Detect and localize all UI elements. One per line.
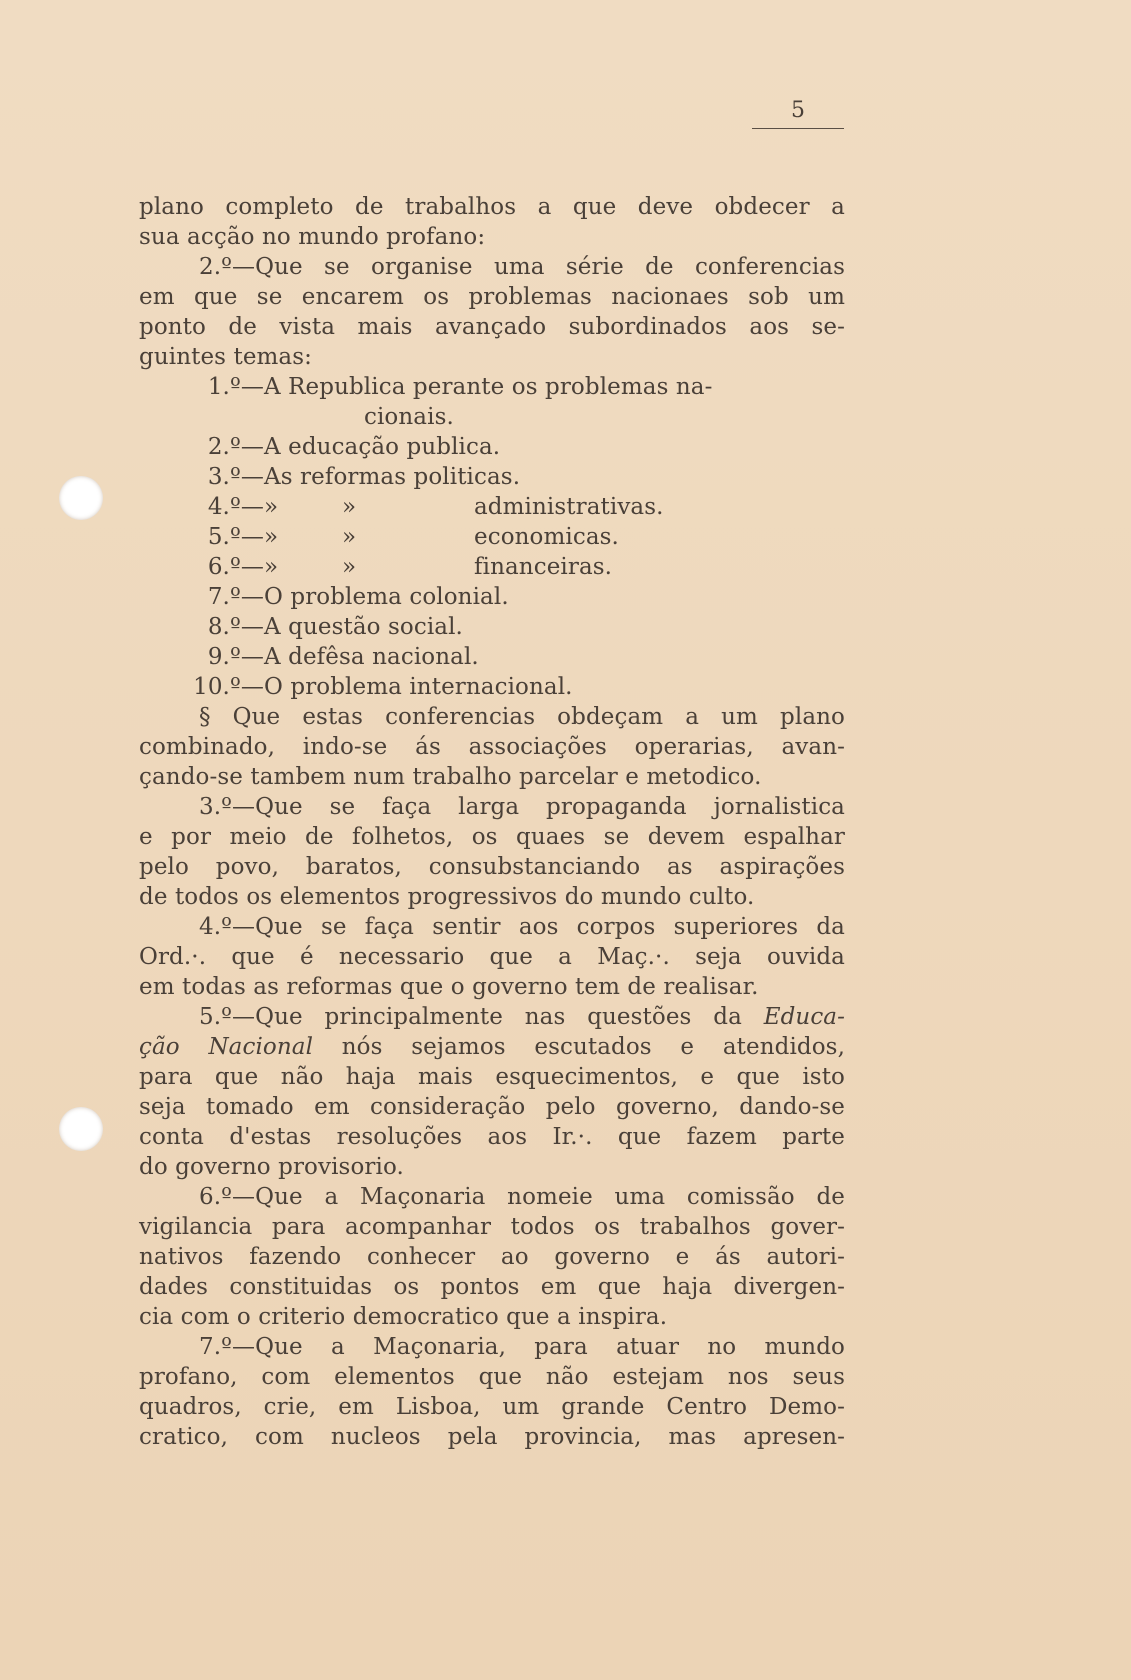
item-5-paragraph [139, 1002, 845, 1182]
text-line: Ord.·. que é necessario que a Maç.·. seja ouvida [139, 944, 845, 970]
text-line [139, 1002, 845, 1032]
text-line: combinado, indo-se ás associações operarias, avan- [139, 734, 845, 760]
theme-number: 5.º— [207, 524, 264, 550]
text-line: para que não haja mais esquecimentos, e que isto [139, 1064, 845, 1090]
text-line: cia com o criterio democratico que a inspira. [139, 1304, 668, 1330]
text-line: plano completo de trabalhos a que deve obdecer a [139, 194, 845, 220]
italic-run: ção Nacional [139, 1034, 314, 1060]
text-line: dades constituidas os pontos em que haja divergen- [139, 1274, 845, 1300]
text-line: profano, com elementos que não estejam nos seus [139, 1364, 845, 1390]
theme-item [139, 522, 845, 552]
text-line: em todas as reformas que o governo tem de realisar. [139, 974, 759, 1000]
ditto-mark: » [264, 524, 279, 550]
ditto-mark: » [342, 494, 357, 520]
text-line: do governo provisorio. [139, 1154, 404, 1180]
intro-paragraph [139, 192, 845, 252]
item-7-paragraph [139, 1332, 845, 1452]
theme-text-continuation: cionais. [364, 404, 454, 430]
theme-text: administrativas. [474, 494, 664, 520]
text-line: 6.º—Que a Maçonaria nomeie uma comissão de [199, 1184, 845, 1210]
text-line: cratico, com nucleos pela provincia, mas apresen- [139, 1424, 845, 1450]
theme-item [139, 372, 845, 432]
text-line: conta d'estas resoluções aos Ir.·. que fazem parte [139, 1124, 845, 1150]
theme-item [139, 672, 845, 702]
text-line: de todos os elementos progressivos do mundo culto. [139, 884, 755, 910]
ditto-mark: » [342, 554, 357, 580]
text-line: vigilancia para acompanhar todos os trabalhos gover- [139, 1214, 845, 1240]
text-line: e por meio de folhetos, os quaes se devem espalhar [139, 824, 845, 850]
text-line: 2.º—Que se organise uma série de conferencias [199, 254, 845, 280]
italic-run: Educa- [763, 1004, 845, 1030]
text-run: 5.º—Que principalmente nas questões da [199, 1004, 764, 1030]
themes-list [139, 372, 845, 702]
text-line: seja tomado em consideração pelo governo, dando-se [139, 1094, 845, 1120]
text-run: nós sejamos escutados e atendidos, [313, 1034, 845, 1060]
page-body [139, 192, 845, 1452]
text-line: sua acção no mundo profano: [139, 224, 486, 250]
text-line: çando-se tambem num trabalho parcelar e metodico. [139, 764, 762, 790]
theme-number: 10.º— [193, 674, 264, 700]
theme-number: 2.º— [207, 434, 264, 460]
theme-item [139, 552, 845, 582]
item-4-paragraph [139, 912, 845, 1002]
text-line: ponto de vista mais avançado subordinados aos se- [139, 314, 845, 340]
theme-item [139, 642, 845, 672]
theme-number: 8.º— [207, 614, 264, 640]
text-line [139, 1032, 845, 1062]
theme-text: financeiras. [474, 554, 613, 580]
punch-hole-bottom [59, 1107, 103, 1151]
paragraph-sign-section [139, 702, 845, 792]
theme-number: 1.º— [207, 374, 264, 400]
theme-text: economicas. [474, 524, 619, 550]
text-line: 4.º—Que se faça sentir aos corpos superiores da [199, 914, 845, 940]
text-line: nativos fazendo conhecer ao governo e ás autori- [139, 1244, 845, 1270]
theme-item [139, 612, 845, 642]
theme-item [139, 582, 845, 612]
theme-text: A defêsa nacional. [264, 644, 479, 670]
theme-text: O problema internacional. [264, 674, 573, 700]
theme-item [139, 432, 845, 462]
theme-number: 3.º— [207, 464, 264, 490]
theme-text: A questão social. [264, 614, 463, 640]
text-line: quadros, crie, em Lisboa, um grande Centro Demo- [139, 1394, 845, 1420]
theme-number: 6.º— [207, 554, 264, 580]
theme-number: 7.º— [207, 584, 264, 610]
theme-number: 4.º— [207, 494, 264, 520]
theme-number: 9.º— [207, 644, 264, 670]
page-number: 5 [752, 96, 844, 129]
item-3-paragraph [139, 792, 845, 912]
text-line: § Que estas conferencias obdeçam a um plano [199, 704, 845, 730]
ditto-mark: » [264, 554, 279, 580]
text-line: pelo povo, baratos, consubstanciando as aspirações [139, 854, 845, 880]
ditto-mark: » [264, 494, 279, 520]
text-line: guintes temas: [139, 344, 313, 370]
theme-text: A educação publica. [264, 434, 501, 460]
punch-hole-top [59, 476, 103, 520]
item-6-paragraph [139, 1182, 845, 1332]
text-line: 7.º—Que a Maçonaria, para atuar no mundo [199, 1334, 845, 1360]
text-line: em que se encarem os problemas nacionaes sob um [139, 284, 845, 310]
theme-item [139, 492, 845, 522]
item-2-paragraph [139, 252, 845, 372]
text-line: 3.º—Que se faça larga propaganda jornalistica [199, 794, 845, 820]
theme-text: O problema colonial. [264, 584, 509, 610]
theme-text: A Republica perante os problemas na- [264, 374, 713, 400]
theme-item [139, 462, 845, 492]
theme-text: As reformas politicas. [264, 464, 521, 490]
ditto-mark: » [342, 524, 357, 550]
